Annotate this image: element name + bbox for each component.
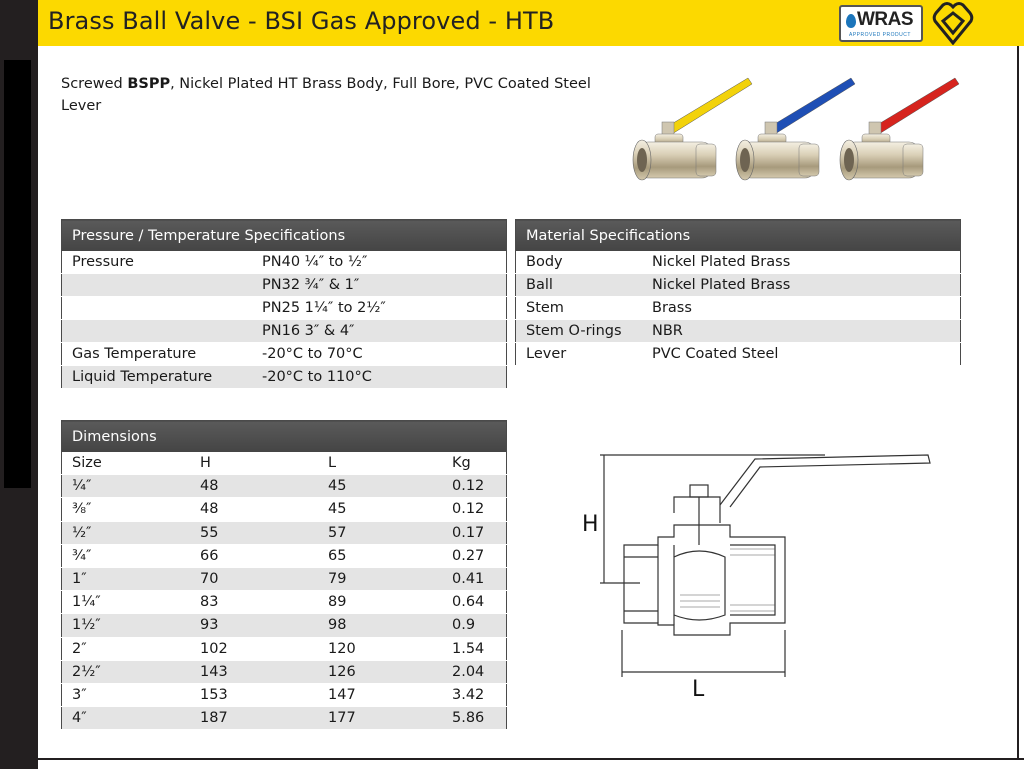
- table-row: [62, 475, 507, 498]
- table-row: [62, 498, 507, 521]
- table-cell: Nickel Plated Brass: [642, 274, 961, 297]
- table-cell: 83: [190, 591, 318, 614]
- table-cell: 70: [190, 567, 318, 590]
- table-row: [62, 521, 507, 544]
- table-cell: 65: [318, 544, 442, 567]
- table-cell: Stem O-rings: [516, 320, 643, 343]
- table-cell: PN32 ¾″ & 1″: [252, 274, 507, 297]
- table-cell: 187: [190, 707, 318, 730]
- table-cell: 0.27: [442, 544, 507, 567]
- water-drop-icon: [846, 14, 856, 28]
- table-row: [516, 343, 961, 366]
- bottom-border: [38, 758, 1024, 760]
- table-cell: 2½″: [62, 660, 191, 683]
- table-cell: NBR: [642, 320, 961, 343]
- description-thread-type: BSPP: [127, 76, 171, 92]
- table-cell: PN40 ¼″ to ½″: [252, 251, 507, 274]
- material-table-title: Material Specifications: [516, 220, 961, 252]
- table-cell: 45: [318, 475, 442, 498]
- table-cell: Gas Temperature: [62, 343, 253, 366]
- table-cell: 98: [318, 614, 442, 637]
- dimensions-table: [61, 420, 507, 730]
- table-cell: ¾″: [62, 544, 191, 567]
- table-cell: 2.04: [442, 660, 507, 683]
- right-border: [1017, 46, 1019, 759]
- column-header: L: [318, 452, 442, 475]
- left-sidebar-panel: [4, 60, 31, 488]
- table-cell: Brass: [642, 297, 961, 320]
- table-cell: 48: [190, 498, 318, 521]
- valve-image: [736, 78, 855, 180]
- table-cell: 1″: [62, 567, 191, 590]
- table-cell: 0.12: [442, 498, 507, 521]
- table-cell: 0.41: [442, 567, 507, 590]
- table-cell: 0.64: [442, 591, 507, 614]
- table-cell: 143: [190, 660, 318, 683]
- table-row: [516, 274, 961, 297]
- table-cell: ⅜″: [62, 498, 191, 521]
- product-description: [61, 73, 601, 117]
- column-header: H: [190, 452, 318, 475]
- table-cell: 102: [190, 637, 318, 660]
- table-row: [62, 366, 507, 389]
- wras-logo-text: WRAS: [857, 9, 914, 30]
- table-cell: 153: [190, 683, 318, 706]
- table-row: [516, 297, 961, 320]
- table-cell: [62, 320, 253, 343]
- table-cell: ¼″: [62, 475, 191, 498]
- table-cell: Lever: [516, 343, 643, 366]
- table-cell: 0.17: [442, 521, 507, 544]
- table-row: [62, 660, 507, 683]
- table-row: [62, 567, 507, 590]
- column-header: Size: [62, 452, 191, 475]
- table-cell: 48: [190, 475, 318, 498]
- table-cell: Nickel Plated Brass: [642, 251, 961, 274]
- wras-logo: [839, 5, 923, 42]
- table-cell: 0.9: [442, 614, 507, 637]
- table-cell: 66: [190, 544, 318, 567]
- table-cell: 147: [318, 683, 442, 706]
- table-cell: -20°C to 110°C: [252, 366, 507, 389]
- table-cell: 45: [318, 498, 442, 521]
- description-suffix: , Nickel Plated HT Brass Body, Full Bore, PVC Coated Steel Lever: [61, 76, 591, 114]
- page-title: Brass Ball Valve - BSI Gas Approved - HTB: [48, 7, 555, 35]
- table-cell: 120: [318, 637, 442, 660]
- dimensions-table-title: Dimensions: [62, 421, 507, 453]
- valve-dimension-diagram: [570, 445, 950, 705]
- table-cell: 93: [190, 614, 318, 637]
- table-cell: 57: [318, 521, 442, 544]
- kitemark-icon: [931, 1, 975, 45]
- wras-logo-subtext: APPROVED PRODUCT: [849, 32, 911, 38]
- table-cell: Pressure: [62, 251, 253, 274]
- valve-product-images: [625, 70, 965, 200]
- table-row: [62, 343, 507, 366]
- table-cell: Ball: [516, 274, 643, 297]
- table-cell: 2″: [62, 637, 191, 660]
- table-cell: Body: [516, 251, 643, 274]
- table-cell: [62, 274, 253, 297]
- table-row: [62, 297, 507, 320]
- table-cell: 79: [318, 567, 442, 590]
- table-cell: 1½″: [62, 614, 191, 637]
- table-row: [62, 320, 507, 343]
- table-cell: PVC Coated Steel: [642, 343, 961, 366]
- table-cell: Stem: [516, 297, 643, 320]
- pressure-temperature-table: [61, 219, 507, 389]
- pressure-table-title: Pressure / Temperature Specifications: [62, 220, 507, 252]
- left-sidebar: [0, 0, 38, 769]
- table-cell: 1.54: [442, 637, 507, 660]
- page-header: [38, 0, 1024, 46]
- table-row: [62, 614, 507, 637]
- table-row: [62, 274, 507, 297]
- column-header: Kg: [442, 452, 507, 475]
- table-row: [62, 591, 507, 614]
- table-row: [62, 637, 507, 660]
- material-specifications-table: [515, 219, 961, 366]
- table-cell: 177: [318, 707, 442, 730]
- table-cell: PN16 3″ & 4″: [252, 320, 507, 343]
- table-cell: PN25 1¼″ to 2½″: [252, 297, 507, 320]
- table-cell: 3″: [62, 683, 191, 706]
- table-cell: 3.42: [442, 683, 507, 706]
- table-cell: Liquid Temperature: [62, 366, 253, 389]
- valve-image: [633, 78, 752, 180]
- table-cell: 89: [318, 591, 442, 614]
- table-cell: 0.12: [442, 475, 507, 498]
- table-row: [516, 320, 961, 343]
- height-label: H: [582, 512, 599, 537]
- description-prefix: Screwed: [61, 76, 128, 92]
- valve-image: [840, 78, 959, 180]
- table-row: [62, 683, 507, 706]
- table-row: [62, 544, 507, 567]
- valve-cross-section-drawing: [570, 445, 950, 705]
- table-row: [62, 707, 507, 730]
- length-label: L: [692, 677, 705, 702]
- table-cell: 5.86: [442, 707, 507, 730]
- table-cell: [62, 297, 253, 320]
- dimensions-header-row: [62, 452, 507, 475]
- table-row: [62, 251, 507, 274]
- table-cell: 1¼″: [62, 591, 191, 614]
- table-row: [516, 251, 961, 274]
- table-cell: 55: [190, 521, 318, 544]
- table-cell: -20°C to 70°C: [252, 343, 507, 366]
- table-cell: 126: [318, 660, 442, 683]
- table-cell: 4″: [62, 707, 191, 730]
- table-cell: ½″: [62, 521, 191, 544]
